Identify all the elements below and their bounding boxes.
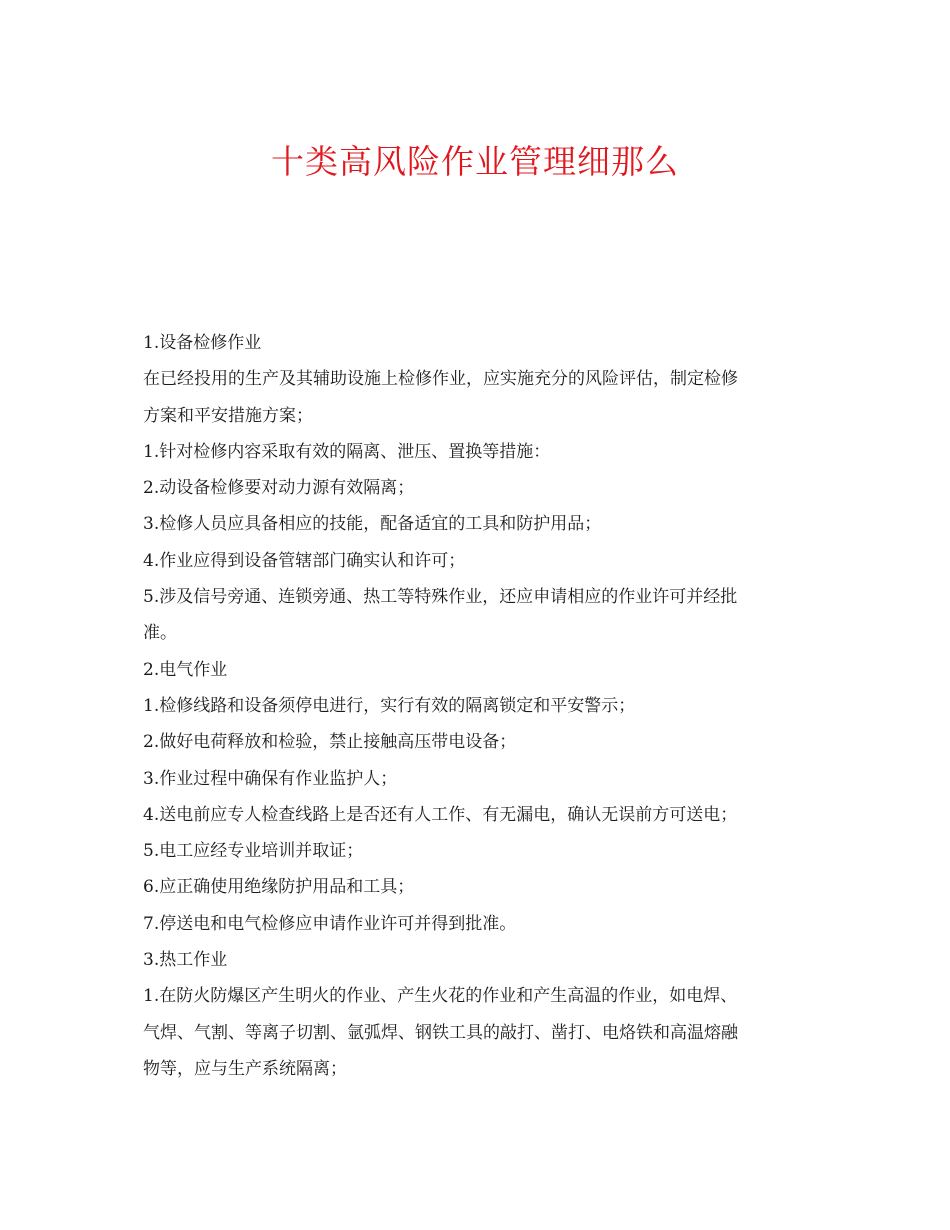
paragraph-line: 方案和平安措施方案；: [143, 405, 313, 426]
list-item: 3.检修人员应具备相应的技能，配备适宜的工具和防护用品；: [143, 514, 602, 535]
list-item: 3.作业过程中确保有作业监护人；: [143, 768, 398, 789]
list-item: 2.做好电荷释放和检验，禁止接触高压带电设备；: [143, 732, 517, 753]
document-body: [143, 325, 807, 1087]
list-item: 7.停送电和电气检修应申请作业许可并得到批准。: [143, 913, 517, 934]
list-item: 4.送电前应专人检查线路上是否还有人工作、有无漏电，确认无误前方可送电；: [143, 804, 738, 825]
paragraph-line: 在已经投用的生产及其辅助设施上检修作业，应实施充分的风险评估，制定检修: [143, 369, 738, 390]
list-item: 1.检修线路和设备须停电进行，实行有效的隔离锁定和平安警示；: [143, 695, 636, 716]
list-item: 2.动设备检修要对动力源有效隔离；: [143, 478, 415, 499]
paragraph-line: 气焊、气割、等离子切割、氩弧焊、钢铁工具的敲打、凿打、电烙铁和高温熔融: [143, 1022, 738, 1043]
list-item: 1.针对检修内容采取有效的隔离、泄压、置换等措施：: [143, 441, 551, 462]
list-item: 6.应正确使用绝缘防护用品和工具；: [143, 877, 415, 898]
list-item: 4.作业应得到设备管辖部门确实认和许可；: [143, 550, 466, 571]
paragraph-line: 物等，应与生产系统隔离；: [143, 1058, 347, 1079]
list-item: 5.电工应经专业培训并取证；: [143, 841, 364, 862]
section-heading: 3.热工作业: [143, 950, 228, 971]
list-item: 1.在防火防爆区产生明火的作业、产生火花的作业和产生高温的作业，如电焊、: [143, 986, 738, 1007]
section-heading: 1.设备检修作业: [143, 333, 262, 353]
document-title: 十类高风险作业管理细那么: [271, 142, 679, 181]
section-heading: 2.电气作业: [143, 659, 228, 680]
paragraph-line: 准。: [143, 623, 177, 644]
list-item: 5.涉及信号旁通、连锁旁通、热工等特殊作业，还应申请相应的作业许可并经批: [143, 587, 738, 608]
